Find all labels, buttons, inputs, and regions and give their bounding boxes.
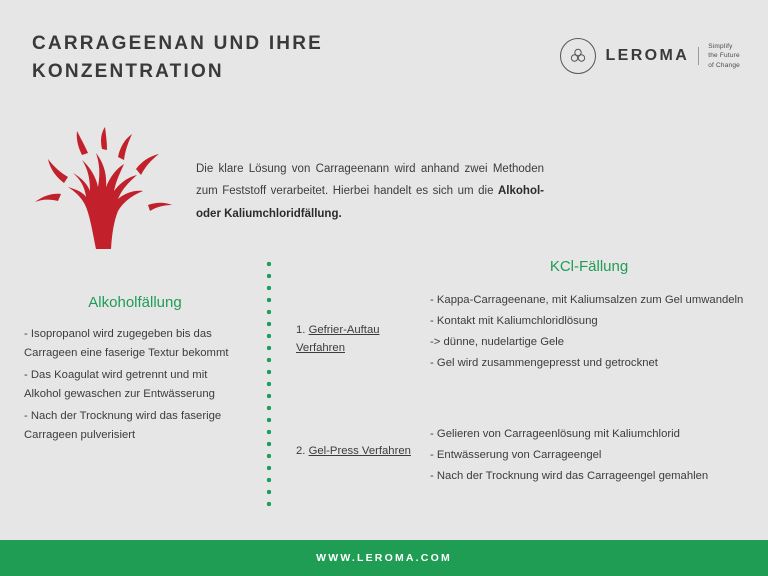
footer-website-url[interactable]: WWW.LEROMA.COM — [316, 552, 452, 564]
kcl-group-1-list — [430, 291, 748, 373]
list-item: - Kontakt mit Kaliumchloridlösung — [430, 314, 598, 327]
kcl-precipitation-heading: KCl-Fällung — [549, 258, 629, 275]
kcl-group-2-list — [430, 425, 748, 488]
logo-tagline-line-3: of Change — [708, 61, 740, 69]
kcl-precipitation-column — [430, 258, 748, 375]
list-item: - Nach der Trocknung wird das faserige Carrageen pulverisiert — [24, 409, 222, 442]
leroma-emblem-icon — [560, 38, 596, 74]
list-item: - Nach der Trocknung wird das Carrageengel gemahlen — [430, 469, 709, 482]
method-item-2 — [296, 443, 422, 461]
method-item-1-label: Gefrier-Auftau Verfahren — [296, 324, 380, 354]
logo-wordmark: LEROMA — [605, 47, 699, 65]
method-item-1-number: 1. — [296, 324, 306, 336]
brand-logo — [560, 38, 740, 74]
list-item: - Entwässerung von Carrageengel — [430, 448, 602, 461]
coral-seaweed-icon — [28, 125, 178, 250]
intro-text-emphasis: Alkohol- oder Kaliumchloridfällung. — [196, 185, 544, 220]
list-item: - Isopropanol wird zugegeben bis das Carrageen eine faserige Textur bekommt — [24, 328, 229, 360]
list-item: - Gelieren von Carrageenlösung mit Kaliumchlorid — [430, 428, 680, 440]
intro-paragraph — [196, 158, 544, 225]
method-item-2-number: 2. — [296, 445, 306, 457]
method-item-1 — [296, 322, 422, 357]
alcohol-precipitation-heading: Alkoholfällung — [88, 294, 182, 311]
alcohol-precipitation-column — [24, 294, 246, 448]
list-item: -> dünne, nudelartige Gele — [430, 335, 565, 348]
list-item: - Kappa-Carrageenane, mit Kaliumsalzen zum Gel umwandeln — [430, 294, 744, 306]
footer-bar — [0, 540, 768, 576]
method-item-2-label: Gel-Press Verfahren — [308, 445, 411, 457]
dotted-divider — [266, 258, 272, 510]
list-item: - Das Koagulat wird getrennt und mit Alkohol gewaschen zur Entwässerung — [24, 368, 215, 401]
page-title: CARRAGEENAN UND IHRE KONZENTRATION — [32, 33, 324, 82]
alcohol-precipitation-list — [24, 325, 246, 446]
intro-text: Die klare Lösung von Carrageenann wird anhand zwei Methoden zum Feststoff verarbeitet. Hierbei handelt es sich um die — [196, 163, 544, 198]
logo-tagline-line-1: Simplify — [708, 42, 733, 50]
logo-tagline — [708, 42, 740, 70]
list-item: - Gel wird zusammengepresst und getrocknet — [430, 356, 658, 369]
logo-tagline-line-2: the Future — [708, 52, 740, 60]
